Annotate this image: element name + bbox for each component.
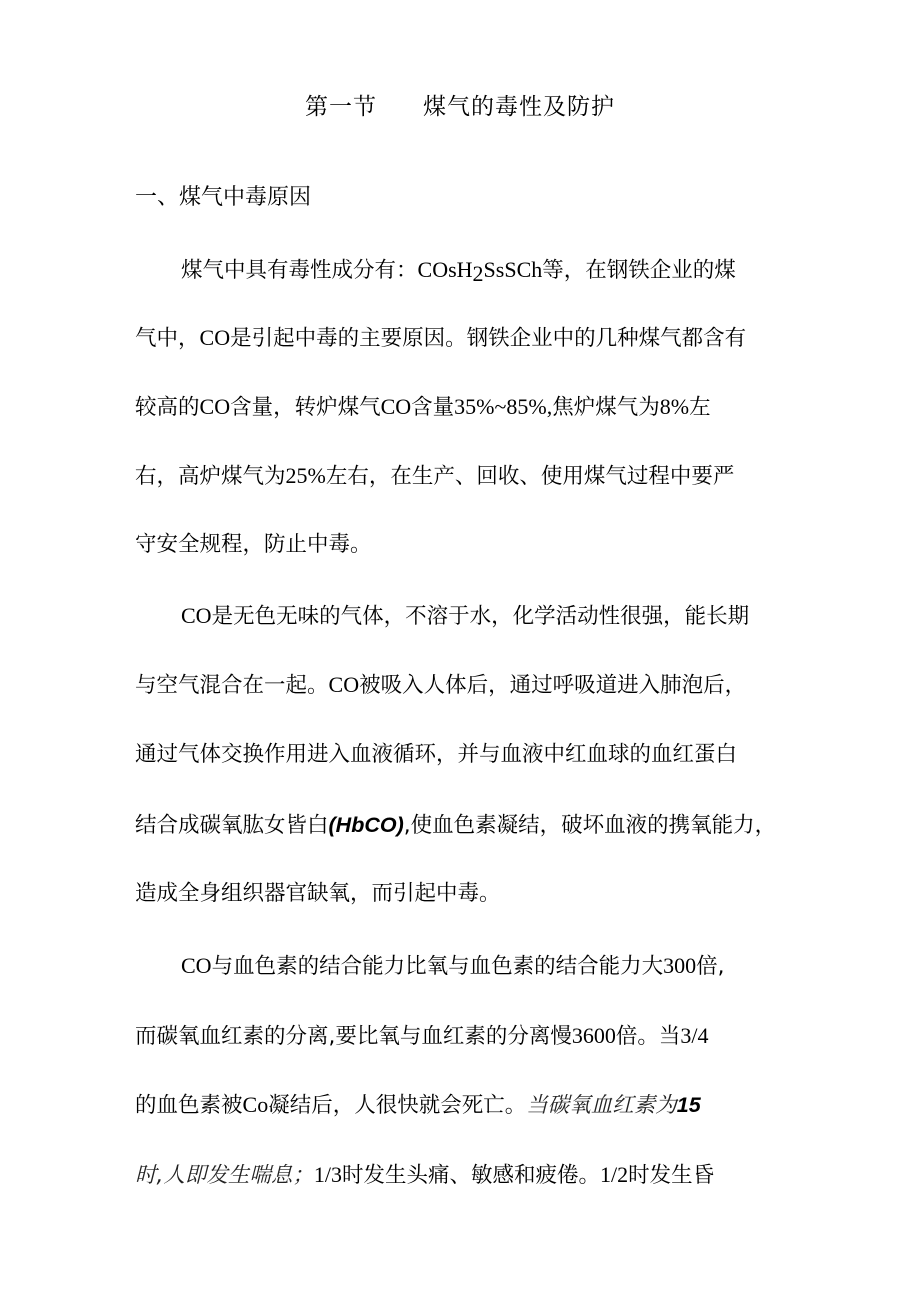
paragraph-1-line-5: 守安全规程，防止中毒。 [135,532,372,557]
section-heading: 一、煤气中毒原因 [135,185,312,210]
paragraph-1-line-4: 右，高炉煤气为25%左右，在生产、回收、使用煤气过程中要严 [135,463,735,489]
paragraph-3-line-4: 时,人即发生喘息；1/3时发生头痛、敏感和疲倦。1/2时发生昏 [135,1162,715,1188]
paragraph-2-line-1: CO是无色无味的气体，不溶于水，化学活动性很强，能长期 [181,603,750,629]
page-title [0,88,920,121]
paragraph-2-line-3: 通过气体交换作用进入血液循环，并与血液中红血球的血红蛋白 [135,742,738,767]
paragraph-2-line-4: 结合成碳氧肱女皆白(HbCO),使血色素凝结，破坏血液的携氧能力， [135,813,777,838]
paragraph-1-line-3: 较高的CO含量，转炉煤气CO含量35%~85%,焦炉煤气为8%左 [135,394,711,420]
title-text: 煤气的毒性及防护 [423,94,615,120]
paragraph-1-line-2: 气中，CO是引起中毒的主要原因。钢铁企业中的几种煤气都含有 [135,325,747,351]
paragraph-1-line-1: 煤气中具有毒性成分有：COsH$_2$SsSCh等，在钢铁企业的煤 [181,257,736,286]
title-section-number: 第一节 [305,94,377,120]
paragraph-3-line-2: 而碳氧血红素的分离,要比氧与血红素的分离慢3600倍。当3/4 [135,1023,709,1049]
paragraph-2-line-5: 造成全身组织器官缺氧，而引起中毒。 [135,881,501,906]
paragraph-2-line-2: 与空气混合在一起。CO被吸入人体后，通过呼吸道进入肺泡后， [135,672,747,698]
paragraph-3-line-1: CO与血色素的结合能力比氧与血色素的结合能力大300倍, [181,953,725,979]
paragraph-3-line-3: 的血色素被Co凝结后，人很快就会死亡。当碳氧血红素为15 [135,1092,701,1118]
